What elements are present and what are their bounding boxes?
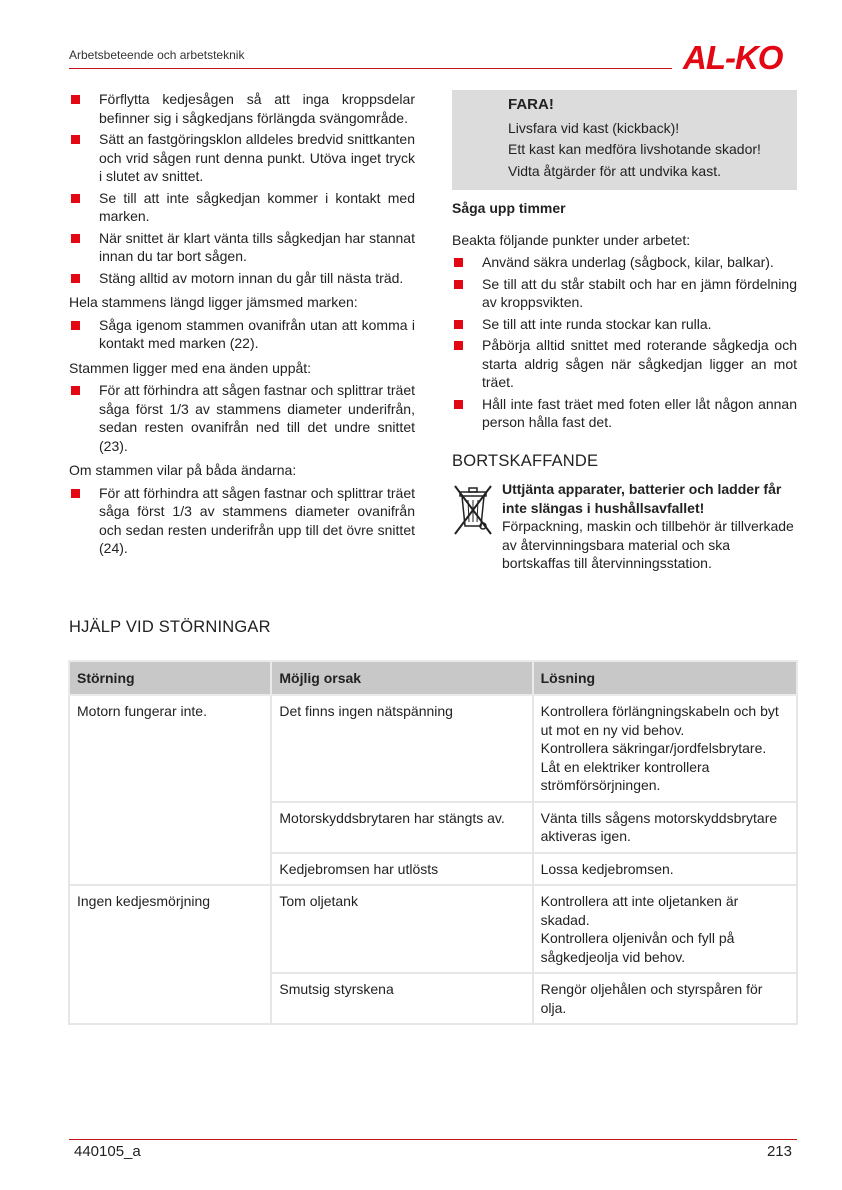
fault-cell: Motorn fungerar inte. (69, 695, 271, 885)
column-header-solution: Lösning (533, 661, 797, 695)
cause-cell: Tom oljetank (271, 885, 532, 973)
disposal-section (452, 480, 797, 573)
list-item: Förflytta kedjesågen så att inga kroppsdelar befinner sig i sågkedjans förlängda svängområde. (69, 90, 415, 127)
list-item: Se till att du står stabilt och har en jämn fördelning av kroppsvikten. (452, 275, 797, 312)
list-item: För att förhindra att sågen fastnar och splittrar träet såga först 1/3 av stammens diameter underifrån, sedan resten ovanifrån ned till det undre snittet (23). (69, 381, 415, 455)
right-column (452, 90, 797, 573)
brand-logo: AL-KO (683, 39, 783, 76)
list-item: När snittet är klart vänta tills sågkedjan har stannat innan du tar bort sågen. (69, 229, 415, 266)
paragraph-trunk-supported: Om stammen vilar på båda ändarna: (69, 462, 297, 478)
warning-title: FARA! (508, 96, 554, 113)
crossed-out-bin-icon (450, 482, 496, 536)
solution-cell: Rengör oljehålen och styrspåren för olja. (533, 973, 797, 1024)
troubleshooting-heading: HJÄLP VID STÖRNINGAR (69, 618, 271, 636)
danger-warning-box (452, 90, 797, 190)
solution-cell: Kontrollera förlängningskabeln och byt ut mot en ny vid behov. Kontrollera säkringar/jordfelsbrytare. Låt en elektriker kontrollera strömförsörjningen. (533, 695, 797, 802)
troubleshooting-table (68, 660, 798, 1025)
table-row (69, 885, 797, 973)
bullet-list-trunk-flat (69, 316, 415, 353)
subheading-cutting-logs: Såga upp timmer (452, 200, 566, 216)
page-number: 213 (766, 1143, 792, 1160)
fault-cell: Ingen kedjesmörjning (69, 885, 271, 1024)
cause-cell: Kedjebromsen har utlösts (271, 853, 532, 886)
paragraph-trunk-raised: Stammen ligger med ena änden uppåt: (69, 359, 312, 376)
list-item: Använd säkra underlag (sågbock, kilar, balkar). (452, 253, 797, 272)
list-item: Påbörja alltid snittet med roterande sågkedja och starta aldrig sågen när sågkedjan ligger an mot träet. (452, 336, 797, 392)
bullet-list-trunk-supported (69, 484, 415, 558)
warning-line: Vidta åtgärder för att undvika kast. (508, 162, 721, 179)
list-item: Se till att inte runda stockar kan rulla. (452, 315, 797, 334)
paragraph-intro: Beakta följande punkter under arbetet: (452, 231, 691, 248)
list-item: Stäng alltid av motorn innan du går till nästa träd. (69, 269, 415, 288)
paragraph-trunk-flat: Hela stammens längd ligger jämsmed marken: (69, 294, 358, 310)
list-item: För att förhindra att sågen fastnar och splittrar träet såga först 1/3 av stammens diameter ovanifrån och sedan resten underifrån upp till det övre snittet (24). (69, 484, 415, 558)
column-header-fault: Störning (69, 661, 271, 695)
list-item: Håll inte fast träet med foten eller låt någon annan person hålla fast det. (452, 395, 797, 432)
bullet-list-felling (69, 90, 415, 287)
disposal-warning: Uttjänta apparater, batterier och ladder får inte slängas i hushållsavfallet! (502, 481, 782, 516)
footer-divider (69, 1139, 797, 1140)
list-item: Sätt an fastgöringsklon alldeles bredvid snittkanten och vrid sågen runt denna punkt. Utöva inget tryck i slutet av snittet. (69, 130, 415, 186)
header-divider (69, 68, 672, 69)
list-item: Se till att inte sågkedjan kommer i kontakt med marken. (69, 189, 415, 226)
disposal-text: Förpackning, maskin och tillbehör är tillverkade av återvinningsbara material och ska bortskaffas till återvinningsstation. (502, 518, 794, 571)
document-id: 440105_a (74, 1143, 141, 1160)
table-row (69, 695, 797, 802)
warning-line: Ett kast kan medföra livshotande skador! (508, 141, 761, 157)
column-header-cause: Möjlig orsak (271, 661, 532, 695)
table-header-row (69, 661, 797, 695)
bullet-list-cutting (452, 253, 797, 432)
bullet-list-trunk-raised (69, 381, 415, 455)
solution-cell: Kontrollera att inte oljetanken är skadad. Kontrollera oljenivån och fyll på sågkedjeolja vid behov. (533, 885, 797, 973)
warning-line: Livsfara vid kast (kickback)! (508, 119, 680, 136)
solution-cell: Vänta tills sågens motorskyddsbrytare aktiveras igen. (533, 802, 797, 853)
left-column (69, 90, 415, 561)
solution-cell: Lossa kedjebromsen. (533, 853, 797, 886)
cause-cell: Det finns ingen nätspänning (271, 695, 532, 802)
list-item: Såga igenom stammen ovanifrån utan att komma i kontakt med marken (22). (69, 316, 415, 353)
disposal-heading: BORTSKAFFANDE (452, 451, 599, 470)
header-section-title: Arbetsbeteende och arbetsteknik (69, 48, 245, 62)
cause-cell: Smutsig styrskena (271, 973, 532, 1024)
cause-cell: Motorskyddsbrytaren har stängts av. (271, 802, 532, 853)
